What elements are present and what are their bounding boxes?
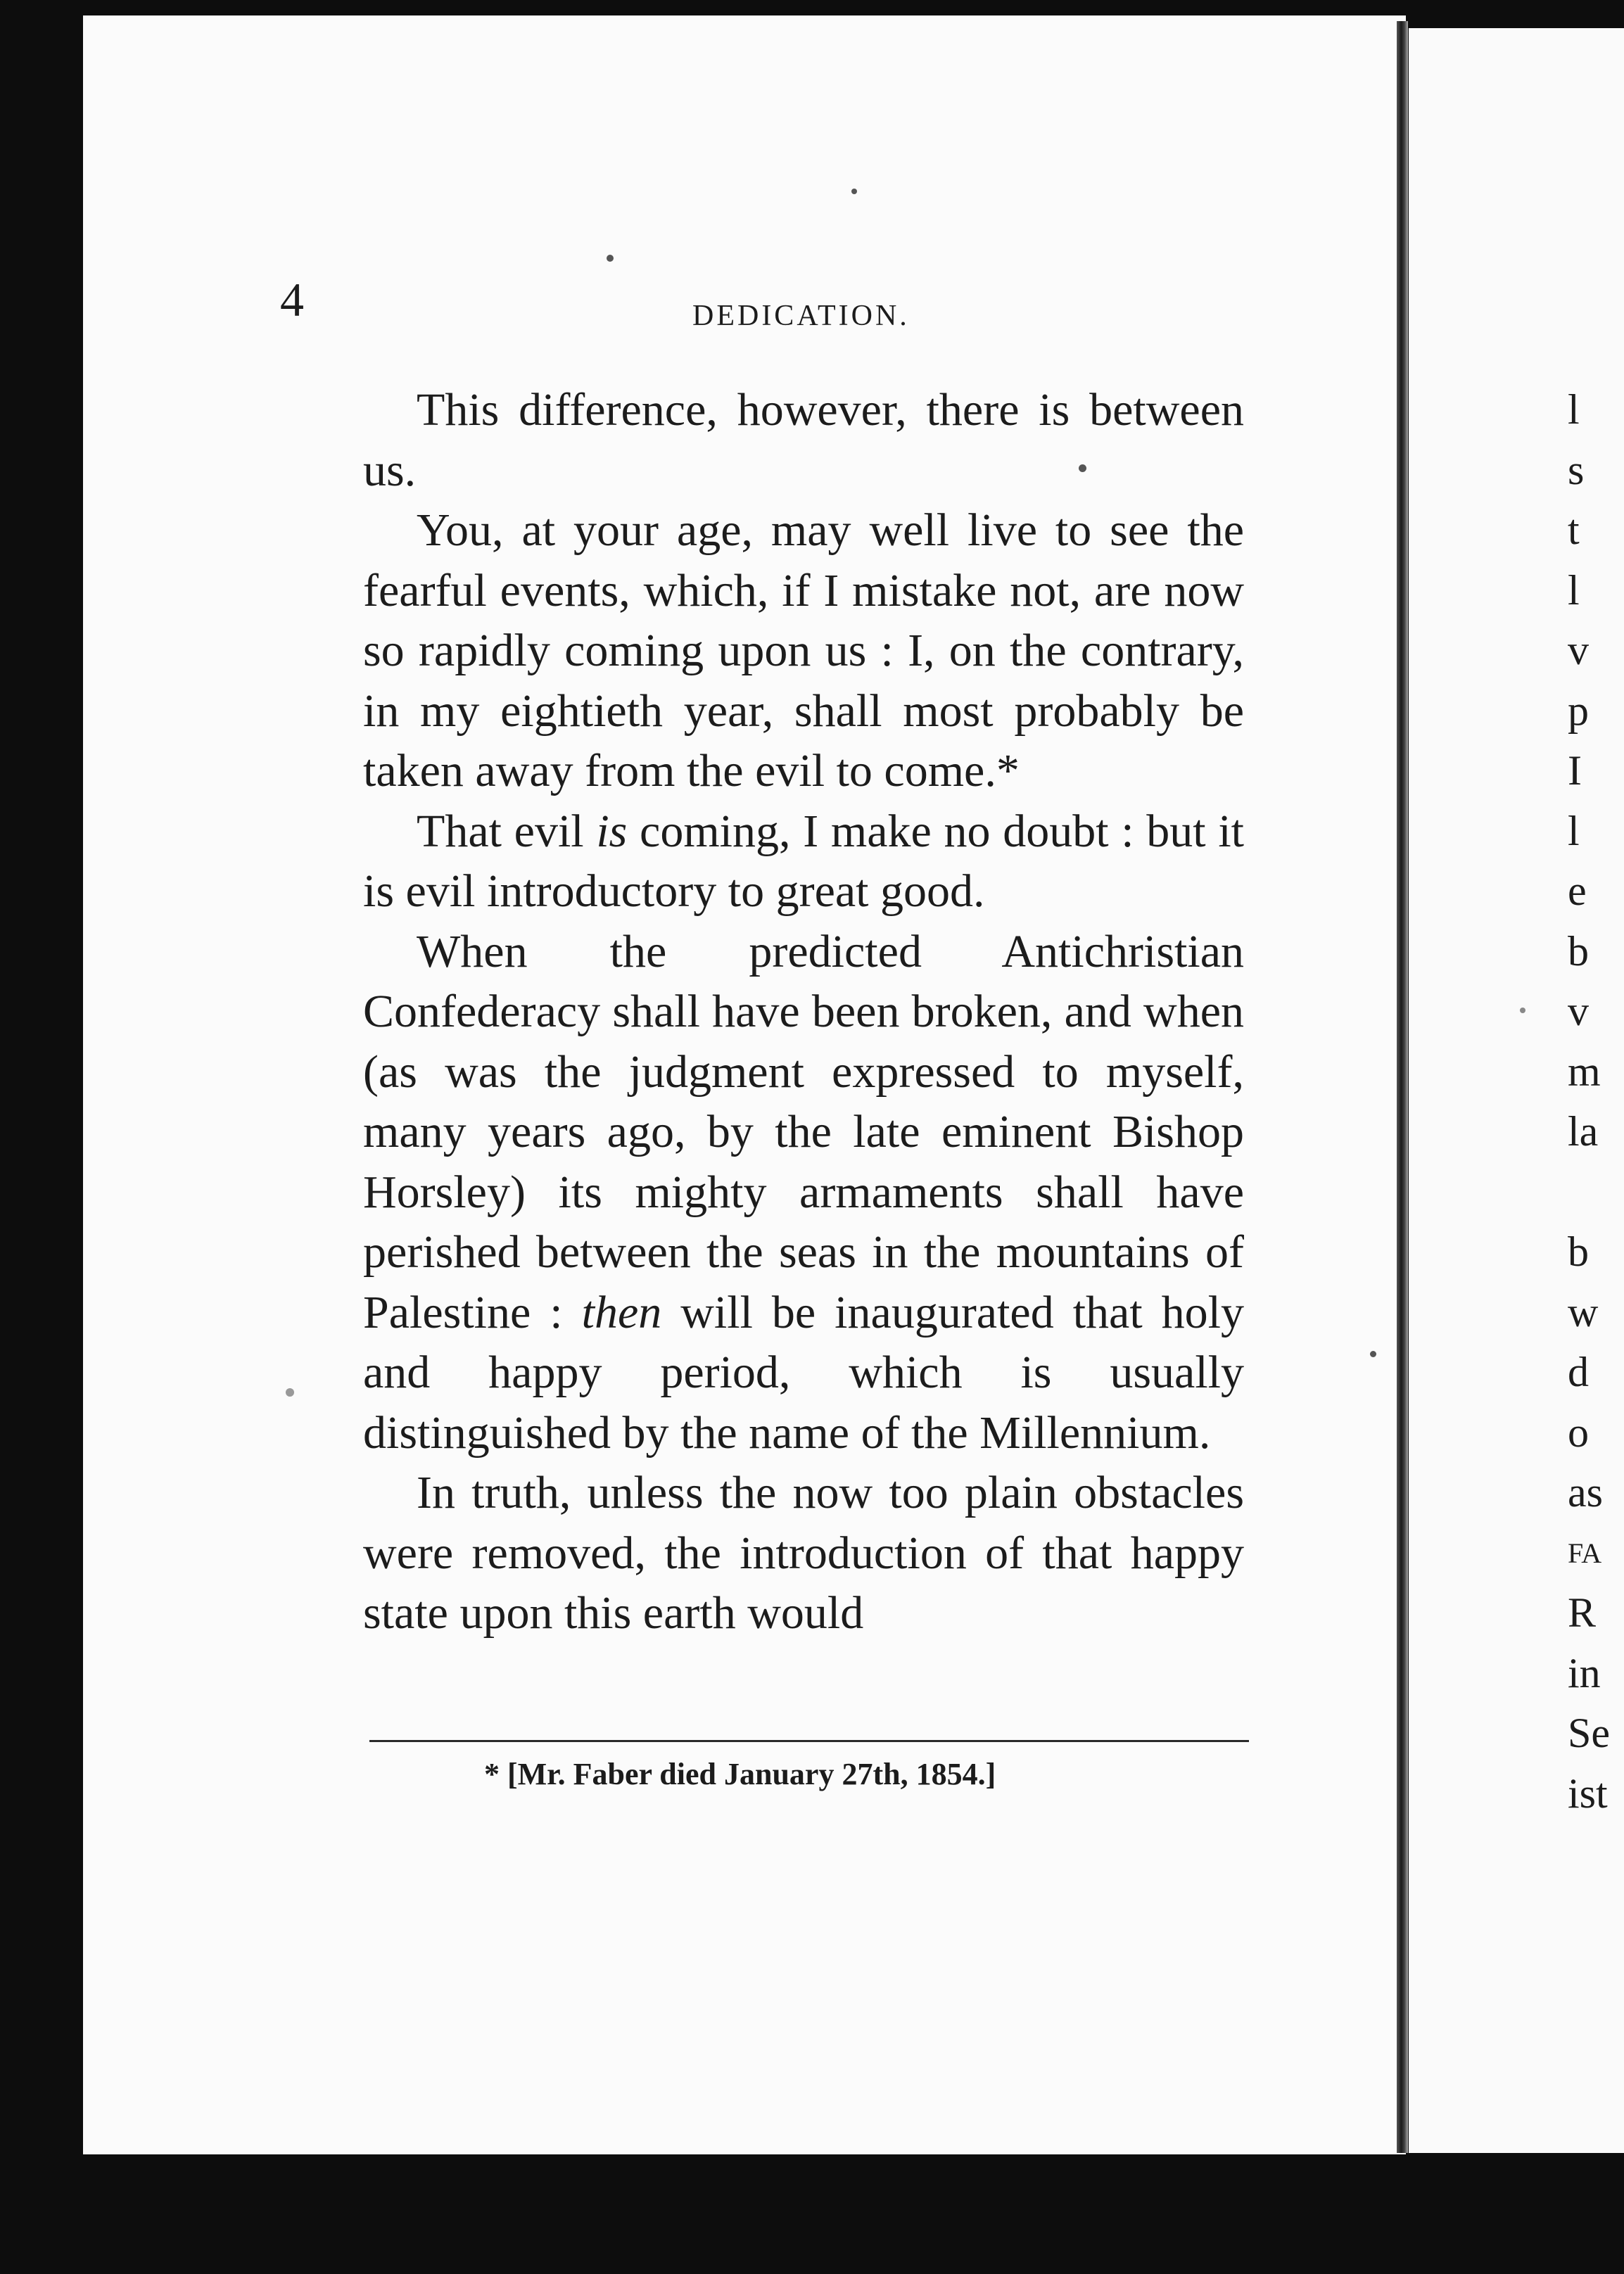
- facing-line: in: [1568, 1649, 1601, 1696]
- facing-line: e: [1568, 868, 1587, 914]
- facing-line: b: [1568, 1228, 1589, 1275]
- running-head: DEDICATION.: [692, 300, 910, 332]
- facing-line: w: [1568, 1288, 1599, 1335]
- facing-line: l: [1568, 807, 1580, 854]
- paragraph-2: You, at your age, may well live to see the fearful events, which, if I mistake not, are now so rapidly coming upon us : I, on the contrary, in my eightieth year, shall most probably be taken away from the evil to come.*: [363, 504, 1244, 796]
- facing-line: p: [1568, 687, 1589, 734]
- facing-line: ist: [1568, 1770, 1608, 1817]
- emphasis-is: is: [596, 805, 628, 857]
- facing-line: m: [1568, 1048, 1601, 1095]
- scan-speck: [286, 1388, 294, 1397]
- footnote-rule: [369, 1740, 1249, 1742]
- facing-line: o: [1568, 1409, 1589, 1456]
- facing-line: s: [1568, 446, 1585, 493]
- facing-line: I: [1568, 747, 1582, 794]
- facing-line: l: [1568, 566, 1580, 614]
- paragraph-4: When the predicted Antichristian Confederacy shall have been broken, and when (as was the judgment expressed to myself, many years ago, by the late eminent Bishop Horsley) its mighty armaments shall have perished between the seas in the mountains of Palestine : then will be inaugurated that holy and happy period, which is usually distinguished by the name of the Millennium.: [363, 925, 1245, 1459]
- facing-line: FA: [1568, 1537, 1602, 1569]
- scan-speck: [1079, 464, 1086, 472]
- page-number: 4: [280, 273, 304, 326]
- emphasis-then: then: [581, 1286, 662, 1338]
- facing-page-text: [1568, 380, 1624, 1824]
- facing-line: v: [1568, 988, 1589, 1034]
- facing-line: v: [1568, 627, 1589, 673]
- facing-line: l: [1568, 386, 1580, 433]
- facing-line: b: [1568, 927, 1589, 974]
- facing-line: as: [1568, 1469, 1603, 1516]
- paragraph-3: That evil is coming, I make no doubt : but it is evil introductory to great good.: [363, 805, 1244, 917]
- facing-line: R: [1568, 1589, 1597, 1636]
- paragraph-5: In truth, unless the now too plain obstacles were removed, the introduction of that happy state upon this earth would: [363, 1467, 1244, 1639]
- scan-speck: [607, 255, 614, 262]
- scan-speck: [1520, 1008, 1525, 1013]
- scan-speck: [1370, 1351, 1376, 1357]
- book-gutter: [1397, 21, 1408, 2153]
- facing-line: t: [1568, 507, 1580, 553]
- footnote: * [Mr. Faber died January 27th, 1854.]: [484, 1757, 996, 1791]
- facing-line: la: [1568, 1108, 1599, 1155]
- facing-line: d: [1568, 1349, 1589, 1395]
- facing-line: Se: [1568, 1710, 1610, 1756]
- scan-speck: [851, 189, 857, 194]
- paragraph-1: This difference, however, there is between us.: [363, 384, 1244, 496]
- body-text: [363, 380, 1244, 1644]
